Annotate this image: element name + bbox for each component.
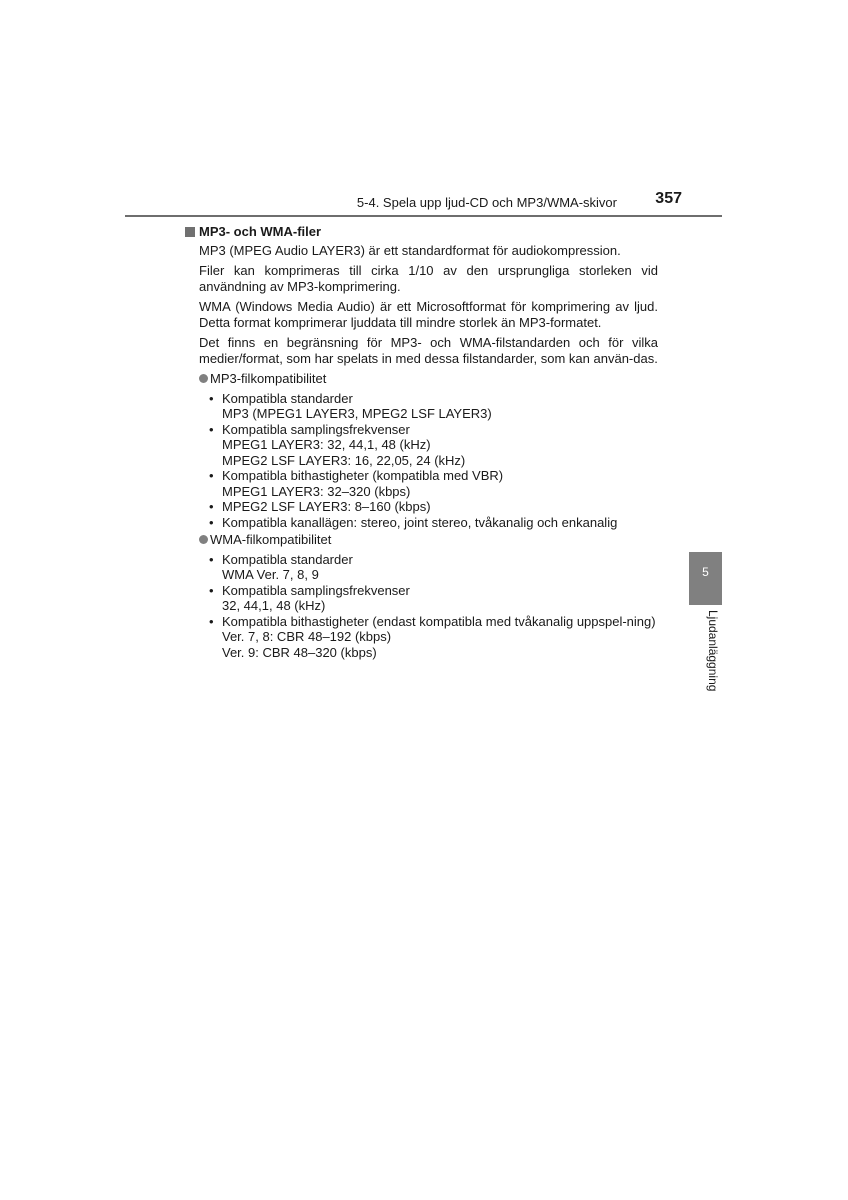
list-item-label: Kompatibla samplingsfrekvenser: [222, 582, 410, 598]
list-item-detail: MP3 (MPEG1 LAYER3, MPEG2 LSF LAYER3): [222, 406, 492, 421]
bullet-dot-icon: •: [209, 499, 214, 514]
square-bullet-icon: [185, 227, 195, 237]
bullet-dot-icon: •: [209, 551, 214, 567]
list-item: [209, 499, 658, 515]
chapter-tab: [689, 552, 722, 605]
section-heading: [185, 224, 658, 240]
list-item: [209, 390, 658, 422]
list-item-detail: Ver. 7, 8: CBR 48–192 (kbps): [222, 629, 392, 644]
list-item-label: Kompatibla bithastigheter (kompatibla med VBR): [222, 468, 504, 483]
paragraph: Det finns en begränsning för MP3- och WMA-filstandarden och för vilka medier/format, som har spelats in med dessa filstandarder, som kan använ-das.: [199, 335, 658, 366]
chapter-label: Ljudanläggning: [706, 610, 720, 692]
circle-bullet-icon: [199, 535, 208, 544]
paragraph: MP3 (MPEG Audio LAYER3) är ett standardformat för audiokompression.: [199, 242, 621, 258]
list-item: [209, 551, 658, 583]
list-item-detail: MPEG2 LSF LAYER3: 16, 22,05, 24 (kHz): [222, 452, 466, 468]
list-item-label: Kompatibla samplingsfrekvenser: [222, 421, 410, 437]
circle-bullet-icon: [199, 374, 208, 383]
wma-list: [185, 552, 658, 661]
list-item-label: Kompatibla kanallägen: stereo, joint stereo, tvåkanalig och enkanalig: [222, 514, 618, 530]
mp3-list: [185, 391, 658, 531]
list-item-detail: WMA Ver. 7, 8, 9: [222, 567, 319, 582]
paragraph: Filer kan komprimeras till cirka 1/10 av den ursprungliga storleken vid användning av MP3-komprimering.: [199, 263, 658, 294]
list-item-detail: MPEG1 LAYER3: 32–320 (kbps): [222, 483, 411, 499]
bullet-dot-icon: •: [209, 421, 214, 437]
list-item: [209, 582, 658, 614]
list-item-label: Kompatibla standarder: [222, 551, 353, 567]
mp3-subheading: [199, 371, 658, 387]
list-item-label: MPEG2 LSF LAYER3: 8–160 (kbps): [222, 499, 431, 514]
page-content: [185, 224, 658, 662]
mp3-subheading-text: MP3-filkompatibilitet: [210, 371, 327, 386]
bullet-dot-icon: •: [209, 468, 214, 483]
bullet-dot-icon: •: [209, 582, 214, 598]
list-item: [209, 421, 658, 469]
list-item-label: Kompatibla bithastigheter (endast kompatibla med tvåkanalig uppspel-ning): [222, 613, 656, 629]
list-item-detail: 32, 44,1, 48 (kHz): [222, 598, 326, 613]
wma-subheading-text: WMA-filkompatibilitet: [210, 532, 332, 547]
paragraph: WMA (Windows Media Audio) är ett Microsoftformat för komprimering av ljud. Detta format komprimerar ljuddata till mindre storlek än MP3-formatet.: [199, 299, 658, 330]
chapter-number: 5: [702, 565, 709, 579]
page-number: 357: [655, 190, 682, 207]
list-item-detail: Ver. 9: CBR 48–320 (kbps): [222, 644, 377, 660]
header-divider: [125, 215, 722, 217]
list-item-detail: MPEG1 LAYER3: 32, 44,1, 48 (kHz): [222, 437, 431, 452]
section-title: 5-4. Spela upp ljud-CD och MP3/WMA-skivor: [356, 195, 617, 210]
bullet-dot-icon: •: [209, 390, 214, 406]
list-item-label: Kompatibla standarder: [222, 390, 353, 406]
list-item: [209, 468, 658, 499]
list-item: [209, 613, 658, 661]
section-heading-text: MP3- och WMA-filer: [199, 224, 322, 239]
wma-subheading: [199, 532, 658, 548]
list-item: [209, 514, 658, 531]
bullet-dot-icon: •: [209, 613, 214, 629]
bullet-dot-icon: •: [209, 514, 214, 530]
